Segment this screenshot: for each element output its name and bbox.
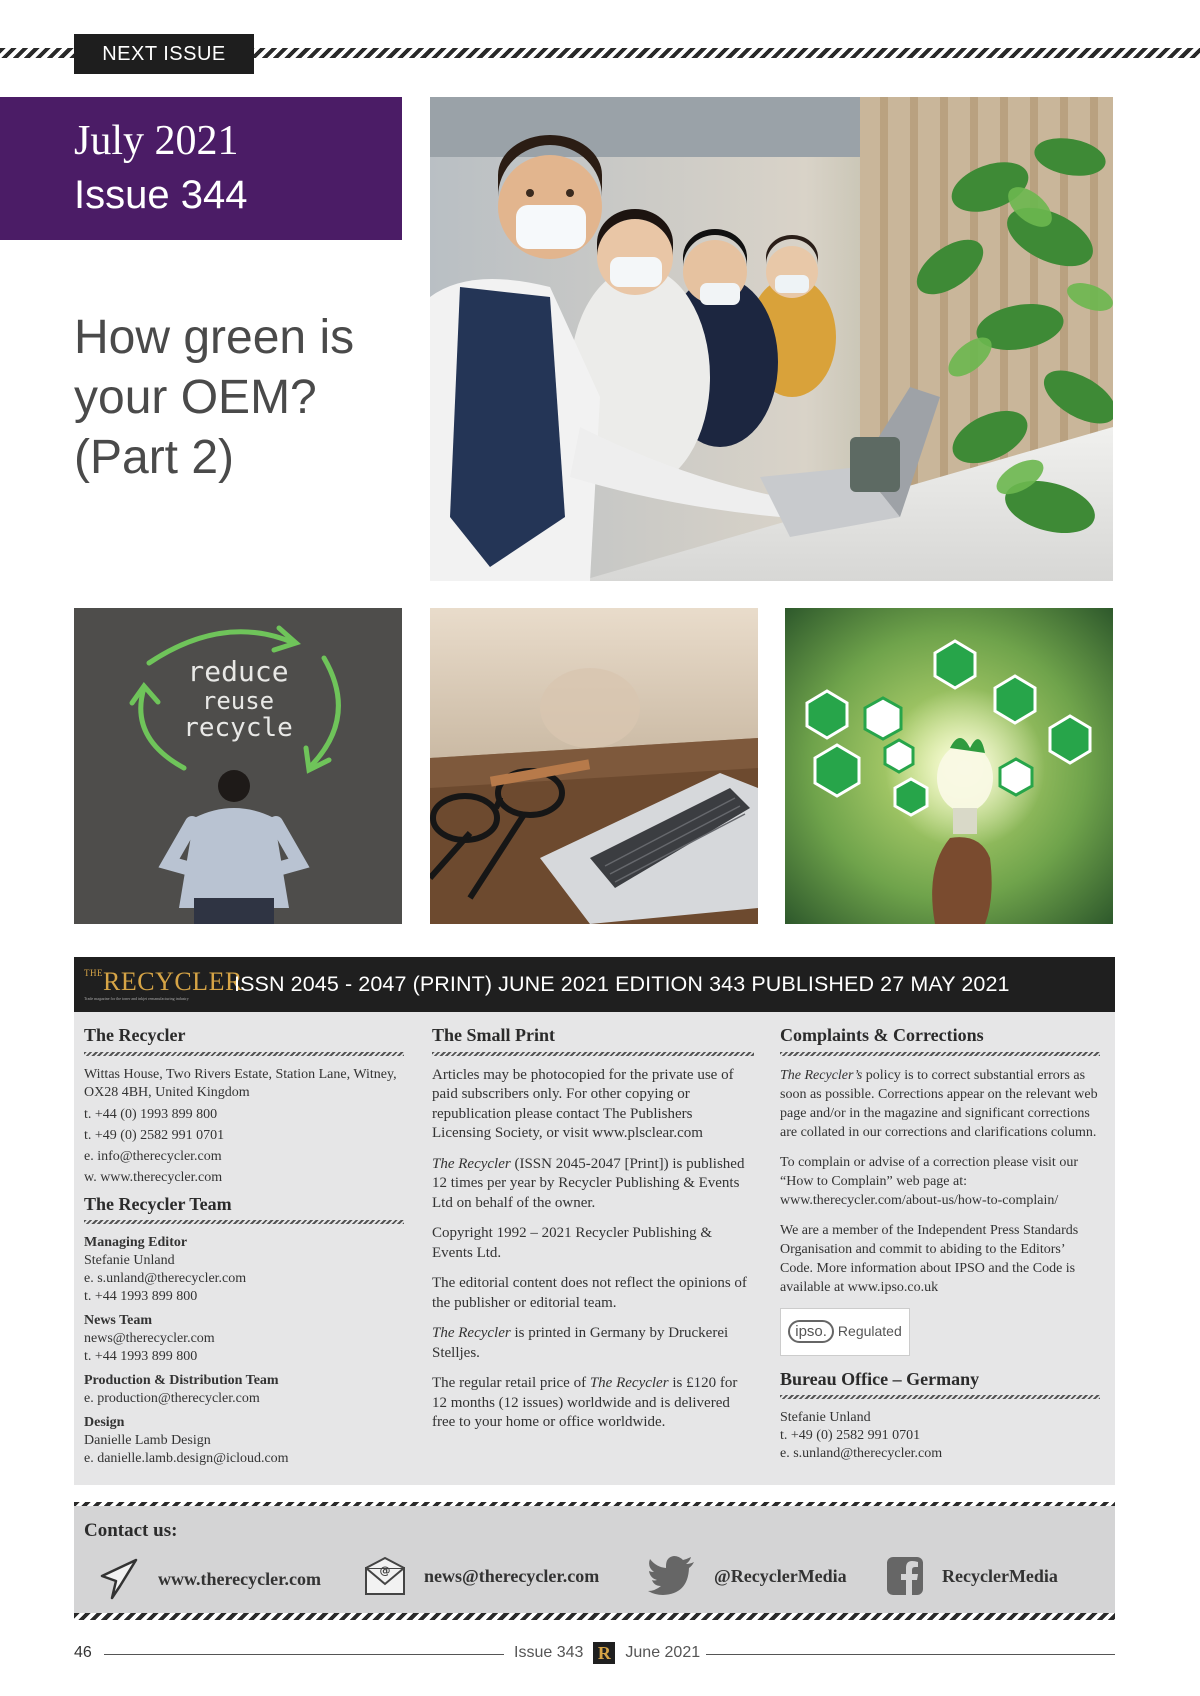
- team-design: [84, 1414, 404, 1468]
- col2-divider: [432, 1052, 754, 1056]
- small-print-p5-text: is printed in Germany by Druckerei Stelljes.: [432, 1325, 729, 1361]
- phone-de[interactable]: t. +49 (0) 2582 991 0701: [84, 1127, 225, 1143]
- footer-date: June 2021: [625, 1644, 701, 1661]
- team-news: [84, 1312, 404, 1366]
- email-envelope-icon: [364, 1556, 406, 1596]
- team-role: Design: [84, 1415, 125, 1430]
- chalk-reuse: reuse: [201, 687, 275, 715]
- issue-month: July 2021: [74, 118, 239, 164]
- chalk-reduce: reduce: [187, 655, 289, 688]
- contact-facebook-label[interactable]: RecyclerMedia: [942, 1565, 1058, 1586]
- team-role: Production & Distribution Team: [84, 1373, 279, 1388]
- issue-box: [0, 97, 402, 240]
- next-issue-label: NEXT ISSUE: [102, 42, 226, 65]
- svg-text:@: @: [379, 1564, 391, 1577]
- chalkboard-illustration: [74, 608, 402, 924]
- footer-issue-info: [514, 1642, 700, 1664]
- footer-rule-right: [706, 1654, 1115, 1655]
- publication-band: [74, 957, 1115, 1012]
- contact-email[interactable]: [364, 1556, 599, 1596]
- recycler-italic: The Recycler: [432, 1325, 511, 1341]
- issue-number: Issue 344: [74, 173, 248, 217]
- team-production: [84, 1372, 404, 1408]
- address: Wittas House, Two Rivers Estate, Station Lane, Witney, OX28 4BH, United Kingdom: [84, 1066, 397, 1100]
- small-print-p6-b: is £120 for 12 months (12 issues) worldwide and is delivered free to your home or office worldwide.: [432, 1375, 738, 1430]
- team-title: The Recycler Team: [84, 1193, 232, 1214]
- chalkboard-recycle-photo: [74, 608, 402, 924]
- col-complaints: [780, 1026, 1100, 1463]
- laptop-desk-illustration: [430, 608, 758, 924]
- recycler-italic: The Recycler’s: [780, 1067, 863, 1083]
- col2-title: The Small Print: [432, 1025, 556, 1045]
- team-managing-editor: [84, 1234, 404, 1306]
- laptop-glasses-photo: [430, 608, 758, 924]
- small-print-p2-text: (ISSN 2045-2047 [Print]) is published 12 times per year by Recycler Publishing & Events Ltd on behalf of the owner.: [432, 1155, 745, 1211]
- info-email[interactable]: e. info@therecycler.com: [84, 1148, 222, 1164]
- cursor-arrow-icon: [96, 1556, 140, 1602]
- contact-title: Contact us:: [84, 1520, 178, 1541]
- team-line: Danielle Lamb Design: [84, 1433, 211, 1448]
- website[interactable]: w. www.therecycler.com: [84, 1169, 223, 1185]
- team-line: t. +44 1993 899 800: [84, 1289, 198, 1304]
- small-print-p6-a: The regular retail price of: [432, 1375, 590, 1391]
- logo-tagline: Trade magazine for the toner and inkjet remanufacturing industry: [84, 995, 189, 1001]
- next-issue-headline: How green is your OEM? (Part 2): [74, 311, 355, 484]
- info-panel: [74, 1012, 1115, 1485]
- publication-line: ISSN 2045 - 2047 (PRINT) JUNE 2021 EDITION 343 PUBLISHED 27 MAY 2021: [234, 972, 1010, 996]
- contact-email-label[interactable]: news@therecycler.com: [424, 1565, 600, 1586]
- small-print-p3: Copyright 1992 – 2021 Recycler Publishing & Events Ltd.: [432, 1225, 712, 1261]
- bureau-email[interactable]: e. s.unland@therecycler.com: [780, 1446, 943, 1461]
- recycler-logo: [84, 966, 243, 1001]
- small-print-p5: [432, 1324, 754, 1363]
- team-line[interactable]: news@therecycler.com: [84, 1331, 215, 1346]
- chalk-recycle: recycle: [183, 713, 293, 743]
- team-divider: [84, 1220, 404, 1224]
- next-issue-tab: [74, 34, 254, 74]
- facebook-icon: [886, 1556, 924, 1596]
- ipso-regulated-badge: [780, 1308, 910, 1356]
- office-workers-photo: [430, 97, 1113, 581]
- bureau-divider: [780, 1395, 1100, 1399]
- ipso-logo-icon: ipso.: [788, 1320, 834, 1344]
- contact-website-label[interactable]: www.therecycler.com: [158, 1568, 321, 1589]
- col3-title: Complaints & Corrections: [780, 1025, 984, 1045]
- phone-uk[interactable]: t. +44 (0) 1993 899 800: [84, 1106, 218, 1122]
- complaints-p1-text: policy is to correct substantial errors as soon as possible. Corrections appear on the relevant web page and/or in the magazine and significant corrections are collated in our corrections and clarifications column.: [780, 1067, 1098, 1140]
- logo-recycler: RECYCLER: [103, 966, 243, 996]
- contact-twitter[interactable]: [648, 1556, 847, 1596]
- bureau-phone[interactable]: t. +49 (0) 2582 991 0701: [780, 1428, 921, 1443]
- recycler-r-badge-icon: R: [593, 1642, 615, 1664]
- contact-bottom-rule: [74, 1613, 1115, 1620]
- bureau-name: Stefanie Unland: [780, 1410, 871, 1425]
- team-line[interactable]: e. danielle.lamb.design@icloud.com: [84, 1451, 289, 1466]
- footer-rule-left: [104, 1654, 504, 1655]
- team-role: News Team: [84, 1313, 153, 1328]
- col3-divider: [780, 1052, 1100, 1056]
- small-print-p6: [432, 1374, 754, 1433]
- col-small-print: [432, 1026, 754, 1444]
- complaints-p1: [780, 1066, 1100, 1142]
- contact-strip: [74, 1506, 1115, 1616]
- team-line: Stefanie Unland: [84, 1253, 175, 1268]
- logo-the: THE: [84, 967, 103, 978]
- small-print-p4: The editorial content does not reflect the opinions of the publisher or editorial team.: [432, 1275, 747, 1311]
- complaints-p3: We are a member of the Independent Press Standards Organisation and commit to abiding to the Editors’ Code. More information about IPSO and the Code is available at www.ipso.co.uk: [780, 1222, 1079, 1295]
- team-line: t. +44 1993 899 800: [84, 1349, 198, 1364]
- contact-twitter-label[interactable]: @RecyclerMedia: [714, 1565, 847, 1586]
- col1-divider: [84, 1052, 404, 1056]
- team-line[interactable]: e. production@therecycler.com: [84, 1391, 260, 1406]
- small-print-p2: [432, 1155, 754, 1214]
- team-role: Managing Editor: [84, 1235, 188, 1250]
- contact-facebook[interactable]: [886, 1556, 1058, 1596]
- twitter-bird-icon: [648, 1556, 696, 1596]
- footer-issue: Issue 343: [514, 1644, 584, 1661]
- col1-title: The Recycler: [84, 1025, 186, 1045]
- team-line[interactable]: e. s.unland@therecycler.com: [84, 1271, 247, 1286]
- recycler-italic: The Recycler: [432, 1155, 511, 1172]
- ipso-label: Regulated: [837, 1322, 902, 1339]
- small-print-p1: Articles may be photocopied for the private use of paid subscribers only. For other copying or republication please contact The Publishers Licensing Society, or visit www.plsclear.com: [432, 1066, 734, 1141]
- eco-icons-illustration: [785, 608, 1113, 924]
- eco-icons-bulb-photo: [785, 608, 1113, 924]
- recycler-italic: The Recycler: [589, 1375, 669, 1391]
- contact-website[interactable]: [96, 1556, 321, 1602]
- col-the-recycler: [84, 1026, 404, 1468]
- complaints-p2: To complain or advise of a correction please visit our “How to Complain” web page at: www.therecycler.com/about-us/how-to-complain/: [780, 1154, 1078, 1208]
- page-number: 46: [74, 1644, 92, 1661]
- office-workers-illustration: [430, 97, 1113, 581]
- bureau-title: Bureau Office – Germany: [780, 1368, 980, 1389]
